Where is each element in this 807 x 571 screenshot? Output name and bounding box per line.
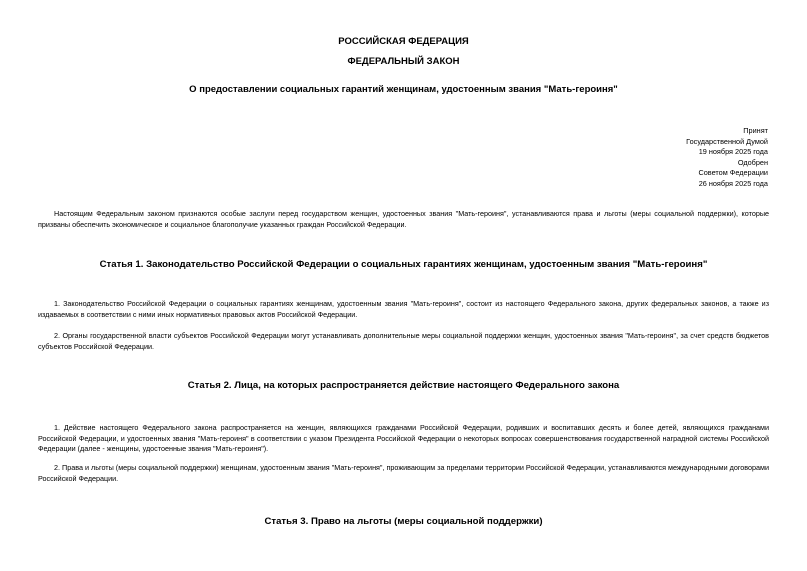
article-1-heading: Статья 1. Законодательство Российской Федерации о социальных гарантиях женщинам, удостоенным звания "Мать-героиня" — [99, 259, 708, 270]
preamble-paragraph: Настоящим Федеральным законом признаются особые заслуги перед государством женщин, удостоенных звания "Мать-героиня", устанавливаются права и льготы (меры социальной поддержки), которые призваны обеспечить экономическое и социальное благополучие указанных граждан Российской Федерации. — [38, 209, 769, 229]
document-country-heading: РОССИЙСКАЯ ФЕДЕРАЦИЯ — [338, 36, 469, 47]
article-1-paragraph-1: 1. Законодательство Российской Федерации о социальных гарантиях женщинам, удостоенным звания "Мать-героиня", состоит из настоящего Федерального закона, других федеральных законов, а также из издаваемых в соответствии с ними иных нормативных правовых актов Российской Федерации. — [38, 299, 769, 319]
article-3-heading: Статья 3. Право на льготы (меры социальной поддержки) — [264, 516, 543, 527]
article-1-paragraph-2: 2. Органы государственной власти субъектов Российской Федерации могут устанавливать дополнительные меры социальной поддержки женщин, удостоенных звания "Мать-героиня", за счет средств бюджетов субъектов Российской Федерации. — [38, 331, 769, 351]
adoption-council-label: Советом Федерации — [698, 168, 768, 178]
article-2-paragraph-2: 2. Права и льготы (меры социальной поддержки) женщинам, удостоенным звания "Мать-героиня", проживающим за пределами территории Российской Федерации, устанавливаются международными договорами Российской Федерации. — [38, 463, 769, 483]
adoption-block — [686, 126, 768, 190]
article-2-paragraph-1: 1. Действие настоящего Федерального закона распространяется на женщин, являющихся гражданами Российской Федерации, родивших и воспитавших десять и более детей, являющихся гражданами Российской Федерации, и удостоенных звания "Мать-героиня" в соответствии с указом Президента Российской Федерации о некоторых вопросах совершенствования государственной наградной системы Российской Федерации (далее - женщины, удостоенные звания "Мать-героиня"). — [38, 423, 769, 454]
document-title: О предоставлении социальных гарантий женщинам, удостоенным звания "Мать-героиня" — [189, 84, 618, 95]
adoption-council-date: 26 ноября 2025 года — [698, 178, 768, 188]
article-2-heading: Статья 2. Лица, на которых распространяется действие настоящего Федерального закона — [187, 380, 620, 391]
adoption-duma-label: Государственной Думой — [686, 136, 768, 146]
adoption-duma-date: 19 ноября 2025 года — [698, 147, 768, 157]
adoption-accepted-label: Принят — [743, 126, 768, 135]
document-law-type-heading: ФЕДЕРАЛЬНЫЙ ЗАКОН — [347, 56, 460, 67]
adoption-approved-label: Одобрен — [737, 157, 768, 167]
